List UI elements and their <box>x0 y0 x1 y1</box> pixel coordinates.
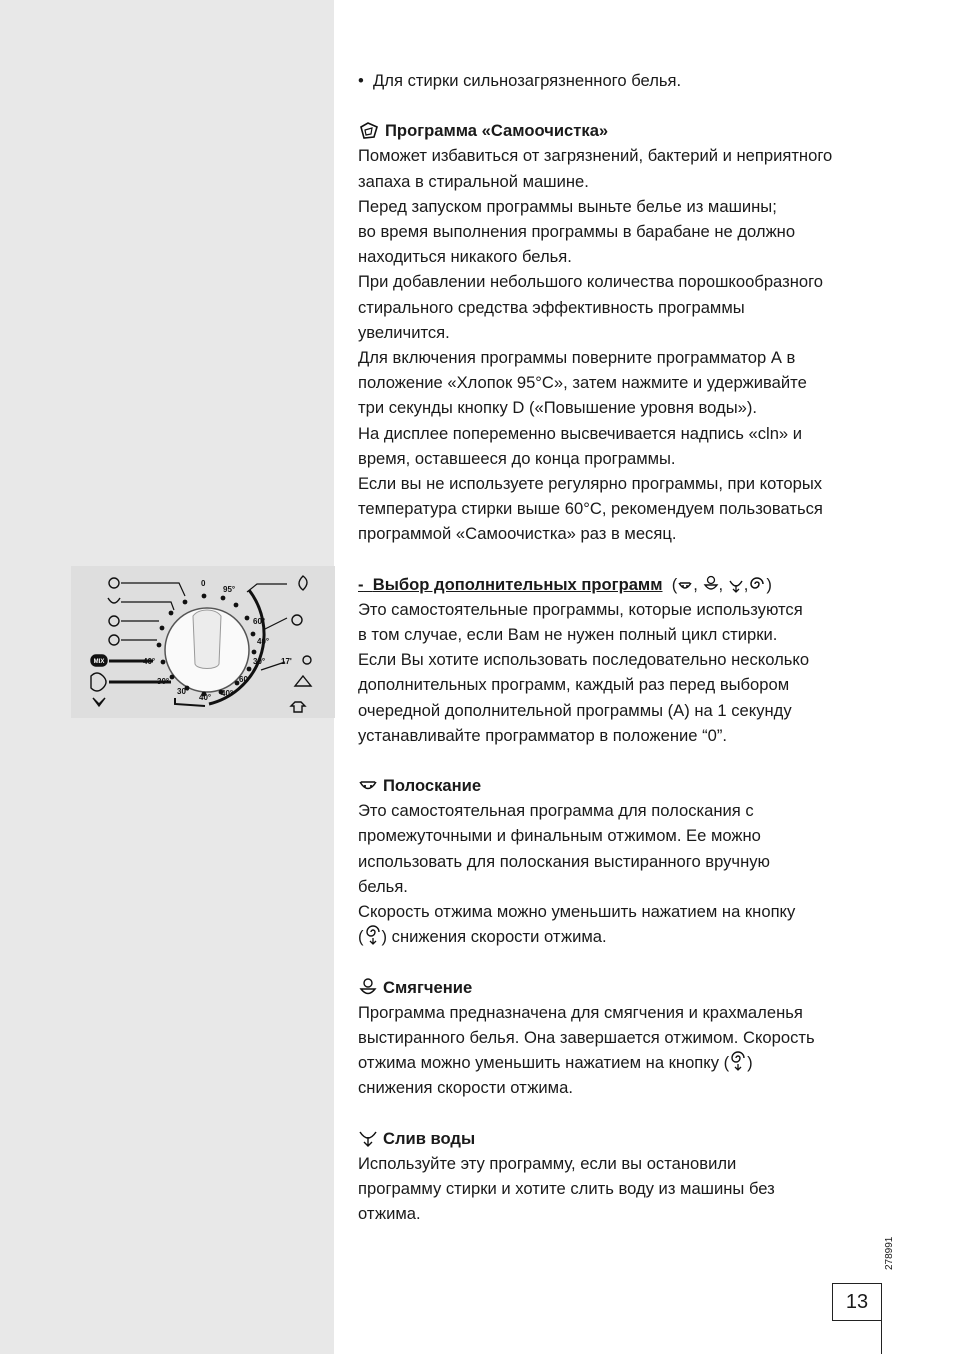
page-number: 13 <box>832 1283 882 1321</box>
dial-label-17: 17' <box>281 657 292 666</box>
rinse-icon <box>358 777 378 795</box>
extra-line-6: устанавливайте программатор в положение “0”. <box>358 725 727 745</box>
dial-label-40b: 40° <box>221 689 234 698</box>
self-clean-line-8: увеличится. <box>358 322 450 342</box>
rinse-icon <box>109 635 119 645</box>
self-clean-line-14: Если вы не используете регулярно программы, при которых <box>358 474 823 494</box>
self-clean-line-7: стирального средства эффективность программы <box>358 297 745 317</box>
dial-label-60b: 60° <box>239 675 252 684</box>
dial-knob-grip <box>193 610 221 669</box>
extra-programs-heading: - Выбор дополнительных программ ( , , , ) <box>358 574 772 594</box>
quick-icon <box>303 656 311 664</box>
softener-icon <box>109 616 119 626</box>
dial-label-40c: 40° <box>199 693 212 702</box>
drain-icon <box>358 1128 378 1148</box>
dial-left-icons <box>91 578 120 706</box>
drain-icon <box>108 598 120 603</box>
delicate-icon <box>93 698 105 706</box>
programmer-dial-illustration <box>71 566 335 718</box>
self-clean-line-2: запаха в стиральной машине. <box>358 171 589 191</box>
drain-line-2: программу стирки и хотите слить воду из машины без <box>358 1178 775 1198</box>
document-code: 278991 <box>884 1236 895 1270</box>
rinse-line-4: белья. <box>358 876 408 896</box>
rinse-line-1: Это самостоятельная программа для полоскания с <box>358 801 754 821</box>
extra-line-1: Это самостоятельные программы, которые используются <box>358 599 803 619</box>
dial-right-icons <box>291 576 311 712</box>
softener-line-1: Программа предназначена для смягчения и крахмаленья <box>358 1002 803 1022</box>
dial-label-40d: 40° <box>143 657 156 666</box>
page-number-rule <box>881 1321 882 1354</box>
dial-label-30b: 30° <box>177 687 190 696</box>
drain-line-1: Используйте эту программу, если вы остановили <box>358 1153 737 1173</box>
dial-label-0: 0 <box>201 579 206 588</box>
spin-icon <box>109 578 119 588</box>
softener-section <box>358 975 898 1101</box>
rinse-line-3: использовать для полоскания выстиранного вручную <box>358 851 770 871</box>
extra-line-4: дополнительных программ, каждый раз перед выбором <box>358 675 790 695</box>
dial-label-60a: 60° <box>253 617 266 626</box>
rinse-line-6: ( ) снижения скорости отжима. <box>358 927 607 947</box>
softener-line-4: снижения скорости отжима. <box>358 1078 573 1098</box>
dial-label-95: 95° <box>223 585 236 594</box>
self-clean-line-15: температура стирки выше 60°C, рекомендуем пользоваться <box>358 499 823 519</box>
softener-heading: Смягчение <box>358 975 898 1000</box>
intro-bullet: • Для стирки сильнозагрязненного белья. <box>358 71 682 90</box>
softener-icon <box>703 575 719 593</box>
spin-reduce-icon <box>729 1051 747 1071</box>
self-clean-line-13: время, оставшееся до конца программы. <box>358 448 676 468</box>
dial-label-30a: 30° <box>253 657 266 666</box>
dial-label-40a: 40° <box>257 637 270 646</box>
programmer-dial-svg <box>71 566 335 718</box>
self-clean-heading: Программа «Самоочистка» <box>358 118 898 143</box>
self-clean-line-11: три секунды кнопку D («Повышение уровня воды»). <box>358 398 758 418</box>
document-text <box>358 68 898 1226</box>
self-clean-line-1: Поможет избавиться от загрязнений, бактерий и неприятного <box>358 146 833 166</box>
rinse-line-2: промежуточными и финальным отжимом. Ее можно <box>358 826 761 846</box>
self-clean-line-9: Для включения программы поверните программатор А в <box>358 348 796 368</box>
synthetic-icon <box>295 676 311 686</box>
drain-line-3: отжима. <box>358 1204 421 1224</box>
extra-line-5: очередной дополнительной программы (А) на 1 секунду <box>358 700 792 720</box>
rinse-icon <box>677 577 693 593</box>
dial-label-30c: 30° <box>157 677 170 686</box>
self-clean-line-6: При добавлении небольшого количества порошкообразного <box>358 272 824 292</box>
self-clean-line-3: Перед запуском программы выньте белье из машины; <box>358 196 777 216</box>
extra-programs-section <box>358 572 898 748</box>
drain-icon <box>728 577 744 593</box>
wool-icon <box>91 673 106 691</box>
softener-line-3: отжима можно уменьшить нажатием на кнопку ( ) <box>358 1053 753 1073</box>
drain-section <box>358 1126 898 1227</box>
prewash-icon <box>292 615 302 625</box>
extra-line-3: Если Вы хотите использовать последовательно несколько <box>358 650 810 670</box>
self-clean-line-4: во время выполнения программы в барабане не должно <box>358 222 796 242</box>
spin-icon <box>748 575 766 593</box>
drain-heading: Слив воды <box>358 1126 898 1151</box>
extra-line-2: в том случае, если Вам не нужен полный цикл стирки. <box>358 625 778 645</box>
mix-label: MIX <box>93 659 105 665</box>
softener-icon <box>358 977 378 997</box>
shirt-icon <box>291 702 305 712</box>
self-clean-section <box>358 118 898 546</box>
self-clean-line-12: На дисплее попеременно высвечивается надпись «cln» и <box>358 423 803 443</box>
rinse-heading: Полоскание <box>358 773 898 798</box>
rinse-line-5: Скорость отжима можно уменьшить нажатием на кнопку <box>358 902 796 922</box>
self-clean-line-10: положение «Хлопок 95°C», затем нажмите и удерживайте <box>358 373 807 393</box>
self-clean-icon <box>358 121 380 141</box>
self-clean-line-5: находиться никакого белья. <box>358 247 572 267</box>
rinse-section <box>358 773 898 949</box>
spin-reduce-icon <box>364 925 382 945</box>
cotton-icon <box>299 576 307 590</box>
softener-line-2: выстиранного белья. Она завершается отжимом. Скорость <box>358 1027 815 1047</box>
self-clean-line-16: программой «Самоочистка» раз в месяц. <box>358 524 677 544</box>
